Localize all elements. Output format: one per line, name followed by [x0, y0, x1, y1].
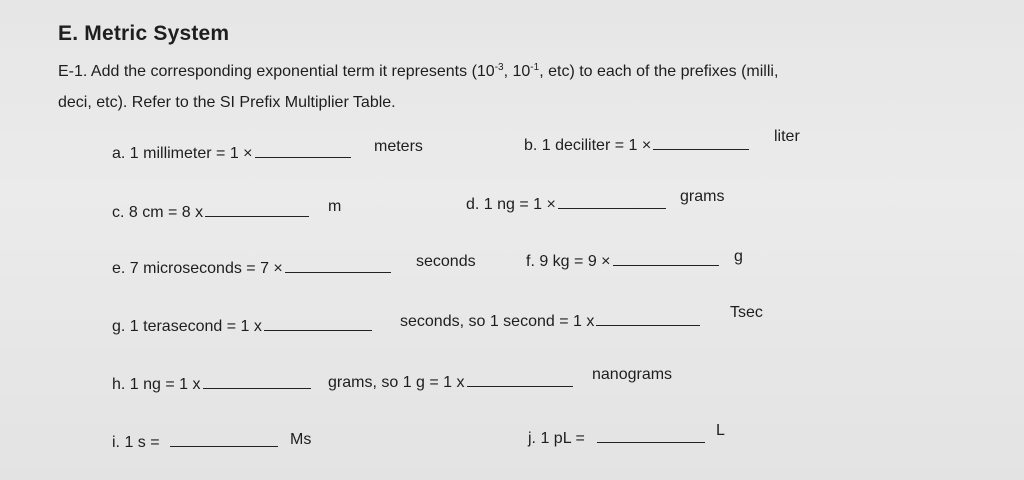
unit-f: g — [734, 248, 743, 265]
unit-c: m — [328, 198, 342, 215]
question-h-mid: grams, so 1 g = 1 x — [328, 374, 465, 391]
question-h-part2 — [328, 372, 573, 392]
unit-i: Ms — [290, 431, 312, 448]
unit-d: grams — [680, 188, 725, 205]
answer-blank-g1[interactable] — [264, 316, 372, 331]
answer-blank-d[interactable] — [558, 194, 666, 209]
answer-blank-f[interactable] — [613, 251, 719, 266]
question-a-text: a. 1 millimeter = 1 × — [112, 145, 253, 162]
unit-a: meters — [374, 138, 423, 155]
answer-blank-h1[interactable] — [203, 374, 311, 389]
question-c — [112, 202, 309, 222]
answer-blank-a[interactable] — [255, 143, 351, 158]
instructions-exp1: -3 — [494, 62, 504, 73]
instructions-suffix: , etc) to each of the prefixes (milli, — [539, 63, 779, 80]
answer-blank-g2[interactable] — [596, 311, 700, 326]
unit-b: liter — [774, 128, 800, 145]
answer-blank-b[interactable] — [653, 135, 749, 150]
unit-j: L — [716, 422, 725, 439]
answer-blank-i[interactable] — [170, 432, 278, 447]
question-j-text: j. 1 pL = — [528, 430, 585, 447]
question-b — [524, 135, 749, 155]
instructions-sep: , 10 — [503, 63, 531, 80]
instructions-line2: deci, etc). Refer to the SI Prefix Multiplier Table. — [58, 94, 396, 111]
question-e-text: e. 7 microseconds = 7 × — [112, 260, 283, 277]
unit-h: nanograms — [592, 366, 673, 383]
unit-e: seconds — [416, 253, 476, 270]
question-h-text: h. 1 ng = 1 x — [112, 376, 201, 393]
question-g — [112, 316, 372, 336]
unit-g: Tsec — [730, 304, 763, 321]
question-g-part2 — [400, 311, 700, 331]
question-g-mid: seconds, so 1 second = 1 x — [400, 313, 595, 330]
question-a — [112, 143, 351, 163]
question-d — [466, 194, 666, 214]
instructions-exp2: -1 — [530, 62, 540, 73]
answer-blank-h2[interactable] — [467, 372, 573, 387]
instructions-prefix: E-1. Add the corresponding exponential term it represents (10 — [58, 63, 495, 80]
question-j — [528, 428, 705, 448]
question-d-text: d. 1 ng = 1 × — [466, 196, 556, 213]
answer-blank-c[interactable] — [205, 202, 309, 217]
question-f — [526, 251, 719, 271]
question-h — [112, 374, 311, 394]
question-g-text: g. 1 terasecond = 1 x — [112, 318, 262, 335]
section-title: E. Metric System — [58, 22, 230, 45]
question-b-text: b. 1 deciliter = 1 × — [524, 137, 652, 154]
question-i — [112, 432, 278, 452]
instructions — [58, 56, 958, 118]
answer-blank-e[interactable] — [285, 258, 391, 273]
question-i-text: i. 1 s = — [112, 434, 160, 451]
question-f-text: f. 9 kg = 9 × — [526, 253, 611, 270]
question-c-text: c. 8 cm = 8 x — [112, 204, 204, 221]
question-e — [112, 258, 391, 278]
answer-blank-j[interactable] — [597, 428, 705, 443]
